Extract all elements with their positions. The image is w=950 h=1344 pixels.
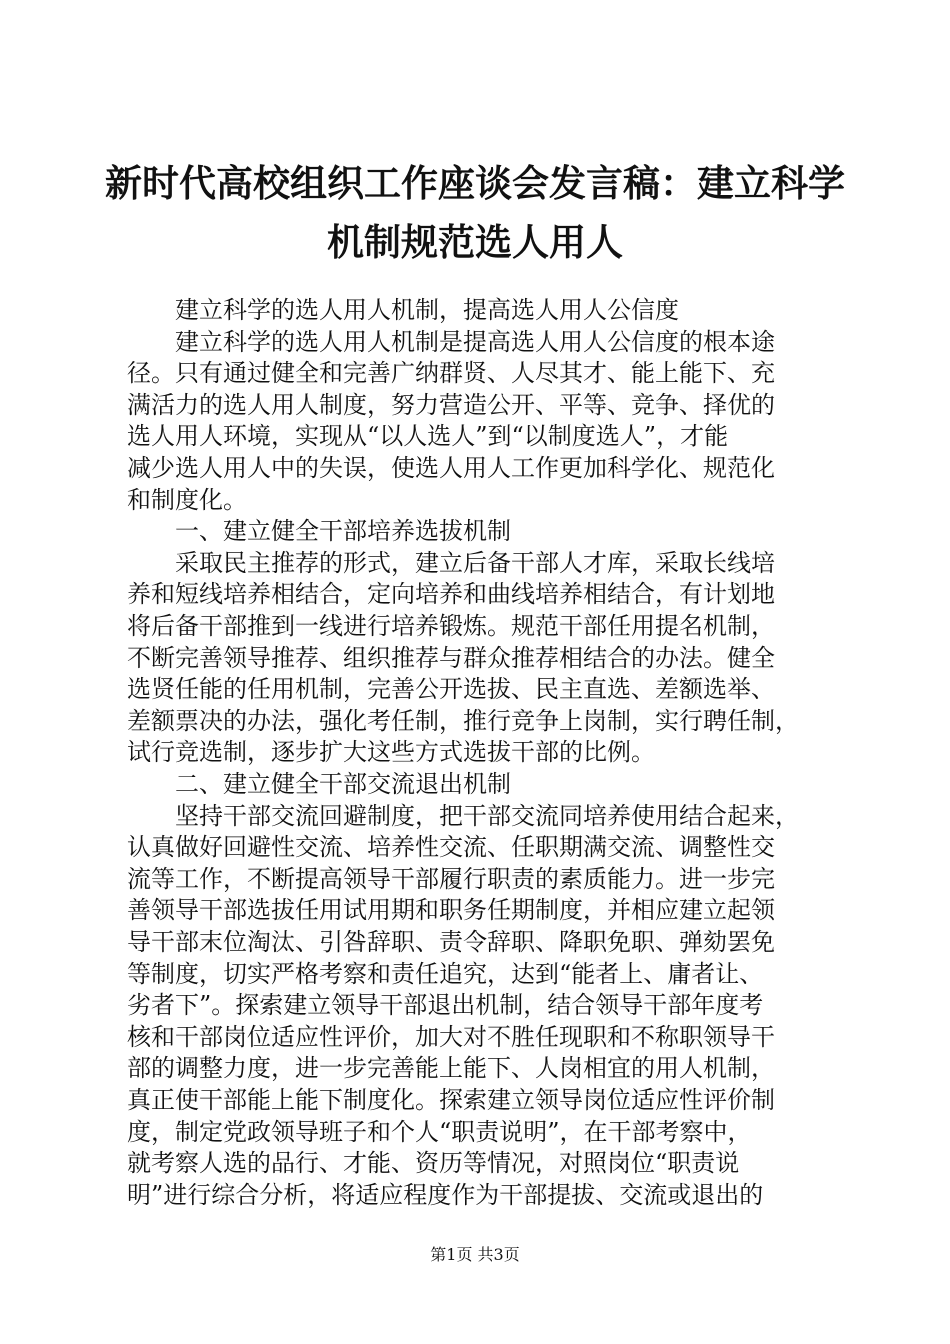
document-title-line-1: 新时代高校组织工作座谈会发言稿：建立科学 bbox=[105, 161, 845, 205]
body-text-line: 不断完善领导推荐、组织推荐与群众推荐相结合的办法。健全 bbox=[127, 643, 775, 672]
body-text-line: 流等工作，不断提高领导干部履行职责的素质能力。进一步完 bbox=[127, 864, 775, 893]
body-text-line: 认真做好回避性交流、培养性交流、任职期满交流、调整性交 bbox=[127, 833, 775, 862]
body-text-line: 和制度化。 bbox=[127, 485, 247, 514]
document-title-line-2: 机制规范选人用人 bbox=[327, 220, 623, 264]
body-text-line: 部的调整力度，进一步完善能上能下、人岗相宜的用人机制， bbox=[127, 1054, 775, 1083]
page-footer: 第1页 共3页 bbox=[430, 1245, 520, 1264]
body-text-line: 就考察人选的品行、才能、资历等情况，对照岗位“职责说 bbox=[127, 1149, 740, 1178]
body-text-line: 采取民主推荐的形式，建立后备干部人才库，采取长线培 bbox=[127, 548, 775, 577]
body-text-line: 核和干部岗位适应性评价，加大对不胜任现职和不称职领导干 bbox=[127, 1022, 775, 1051]
body-text-line: 建立科学的选人用人机制是提高选人用人公信度的根本途 bbox=[127, 327, 775, 356]
body-text-line: 将后备干部推到一线进行培养锻炼。规范干部任用提名机制， bbox=[127, 612, 775, 640]
body-text-line: 真正使干部能上能下制度化。探索建立领导岗位适应性评价制 bbox=[127, 1086, 775, 1114]
body-text-line: 建立科学的选人用人机制，提高选人用人公信度 bbox=[127, 296, 679, 324]
body-text-line: 善领导干部选拔任用试用期和职务任期制度，并相应建立起领 bbox=[127, 896, 775, 925]
body-text-line: 差额票决的办法，强化考任制，推行竞争上岗制，实行聘任制， bbox=[127, 706, 799, 735]
body-text-line: 满活力的选人用人制度，努力营造公开、平等、竞争、择优的 bbox=[127, 390, 775, 419]
body-text-line: 选人用人环境，实现从“以人选人”到“以制度选人”，才能 bbox=[127, 422, 729, 451]
body-text-line: 减少选人用人中的失误，使选人用人工作更加科学化、规范化 bbox=[127, 454, 775, 482]
body-text-line: 劣者下”。探索建立领导干部退出机制，结合领导干部年度考 bbox=[127, 991, 764, 1020]
body-text-line: 一、建立健全干部培养选拔机制 bbox=[127, 517, 511, 546]
body-text-line: 导干部末位淘汰、引咎辞职、责令辞职、降职免职、弹劾罢免 bbox=[127, 928, 775, 956]
body-text-line: 等制度，切实严格考察和责任追究，达到“能者上、庸者让、 bbox=[127, 959, 764, 988]
body-text-line: 明”进行综合分析，将适应程度作为干部提拔、交流或退出的 bbox=[127, 1180, 764, 1209]
body-text-line: 径。只有通过健全和完善广纳群贤、人尽其才、能上能下、充 bbox=[127, 359, 775, 388]
body-text-line: 二、建立健全干部交流退出机制 bbox=[127, 770, 511, 798]
body-text-line: 试行竞选制，逐步扩大这些方式选拔干部的比例。 bbox=[127, 738, 655, 767]
body-text-line: 度，制定党政领导班子和个人“职责说明”，在干部考察中， bbox=[127, 1117, 752, 1146]
body-text-line: 坚持干部交流回避制度，把干部交流同培养使用结合起来， bbox=[127, 801, 799, 830]
body-text-line: 选贤任能的任用机制，完善公开选拔、民主直选、差额选举、 bbox=[127, 675, 775, 704]
body-text-line: 养和短线培养相结合，定向培养和曲线培养相结合，有计划地 bbox=[127, 580, 775, 609]
